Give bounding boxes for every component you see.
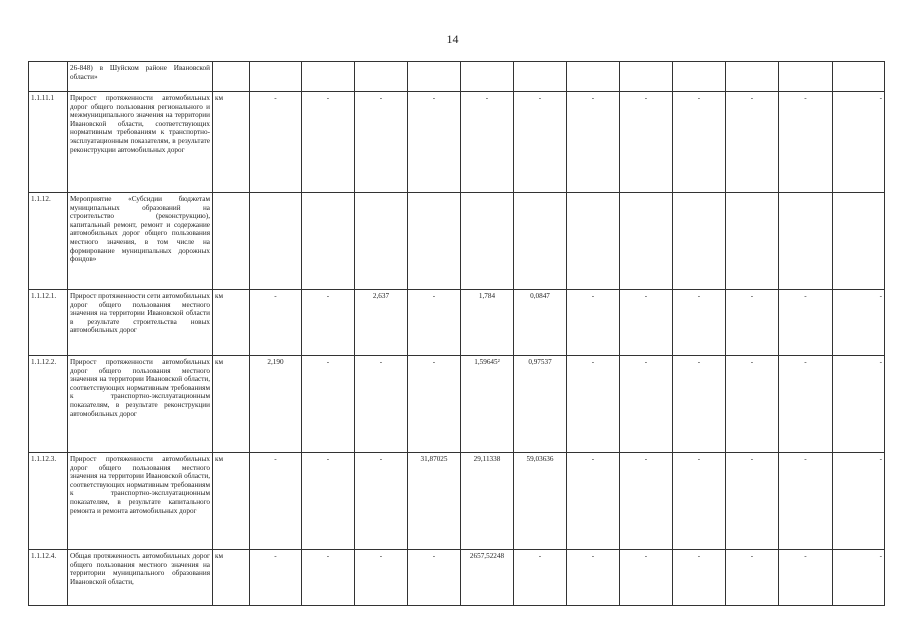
value-cell: - (620, 356, 673, 453)
row-number: 1.1.12. (29, 193, 68, 290)
indicator-description: Прирост протяженности автомобильных дорог общего пользования регионального и межмуниципального значения на территории Ивановской области, соответствующих нормативным требованиям к транспортно-эксплуатационным показателям, в результате реконструкции автомобильных дорог (68, 92, 213, 193)
value-cell (514, 193, 567, 290)
value-cell (620, 62, 673, 92)
value-cell: - (302, 92, 355, 193)
indicator-description: Мероприятие «Субсидии бюджетам муниципальных образований на строительство (реконструкцию), капитальный ремонт, ремонт и содержание автомобильных дорог общего пользования местного значения, в том числе на формирование муниципальных дорожных фондов» (68, 193, 213, 290)
row-number: 1.1.12.1. (29, 290, 68, 356)
value-cell: - (567, 453, 620, 550)
unit-cell (213, 62, 250, 92)
value-cell (673, 193, 726, 290)
value-cell: - (567, 92, 620, 193)
table-row (29, 193, 885, 290)
unit-cell: км (213, 453, 250, 550)
value-cell: - (567, 356, 620, 453)
unit-cell: км (213, 550, 250, 606)
row-number: 1.1.11.1 (29, 92, 68, 193)
value-cell (726, 193, 779, 290)
value-cell: - (833, 453, 885, 550)
indicator-description: 26-848) в Шуйском районе Ивановской области» (68, 62, 213, 92)
value-cell (779, 62, 833, 92)
value-cell (779, 193, 833, 290)
value-cell (567, 62, 620, 92)
value-cell: - (726, 356, 779, 453)
table-row (29, 92, 885, 193)
value-cell: - (726, 92, 779, 193)
value-cell: - (673, 550, 726, 606)
value-cell: 1,784 (461, 290, 514, 356)
value-cell: - (302, 453, 355, 550)
value-cell: - (250, 453, 302, 550)
value-cell: - (408, 92, 461, 193)
value-cell (726, 62, 779, 92)
indicator-description: Прирост протяженности автомобильных дорог общего пользования местного значения на территории Ивановской области, соответствующих нормативным требованиям к транспортно-эксплуатационным показателям, в результате реконструкции автомобильных дорог (68, 356, 213, 453)
value-cell: - (514, 550, 567, 606)
table-row (29, 453, 885, 550)
value-cell: - (673, 453, 726, 550)
value-cell (461, 193, 514, 290)
table-row (29, 290, 885, 356)
value-cell: - (250, 550, 302, 606)
row-number (29, 62, 68, 92)
value-cell: - (620, 290, 673, 356)
row-number: 1.1.12.3. (29, 453, 68, 550)
value-cell (250, 193, 302, 290)
value-cell: - (779, 356, 833, 453)
value-cell: - (250, 92, 302, 193)
indicator-description: Прирост протяженности автомобильных дорог общего пользования местного значения на территории Ивановской области, соответствующих нормативным требованиям к транспортно-эксплуатационным показателям, в результате капитального ремонта и ремонта автомобильных дорог (68, 453, 213, 550)
value-cell: - (833, 92, 885, 193)
value-cell: - (302, 356, 355, 453)
value-cell: 2657,52248 (461, 550, 514, 606)
value-cell: 2,637 (355, 290, 408, 356)
value-cell: - (620, 550, 673, 606)
value-cell: - (620, 453, 673, 550)
indicators-table (28, 61, 885, 606)
value-cell: - (726, 290, 779, 356)
value-cell: - (302, 550, 355, 606)
value-cell: 29,11338 (461, 453, 514, 550)
value-cell (302, 193, 355, 290)
value-cell (620, 193, 673, 290)
value-cell: 1,59645² (461, 356, 514, 453)
value-cell: - (833, 290, 885, 356)
unit-cell: км (213, 290, 250, 356)
value-cell: 0,0847 (514, 290, 567, 356)
value-cell: - (726, 453, 779, 550)
value-cell: - (250, 290, 302, 356)
indicator-description: Общая протяженность автомобильных дорог общего пользования местного значения на территории муниципального образования Ивановской области, (68, 550, 213, 606)
page-number: 14 (446, 32, 459, 46)
value-cell: - (302, 290, 355, 356)
value-cell: - (673, 356, 726, 453)
value-cell: 59,03636 (514, 453, 567, 550)
value-cell (833, 62, 885, 92)
value-cell: - (779, 550, 833, 606)
unit-cell: км (213, 92, 250, 193)
value-cell: - (514, 92, 567, 193)
value-cell: - (779, 290, 833, 356)
row-number: 1.1.12.2. (29, 356, 68, 453)
value-cell: - (567, 290, 620, 356)
value-cell: - (408, 290, 461, 356)
value-cell: - (833, 356, 885, 453)
indicator-description: Прирост протяженности сети автомобильных дорог общего пользования местного значения на территории Ивановской области в результате строительства новых автомобильных дорог (68, 290, 213, 356)
table-row (29, 550, 885, 606)
value-cell (250, 62, 302, 92)
table-row (29, 62, 885, 92)
value-cell: - (408, 356, 461, 453)
value-cell: - (355, 356, 408, 453)
value-cell: - (673, 290, 726, 356)
row-number: 1.1.12.4. (29, 550, 68, 606)
value-cell (673, 62, 726, 92)
value-cell: - (461, 92, 514, 193)
value-cell (302, 62, 355, 92)
value-cell (567, 193, 620, 290)
value-cell: - (779, 92, 833, 193)
value-cell: 2,190 (250, 356, 302, 453)
value-cell: - (567, 550, 620, 606)
value-cell: 31,87025 (408, 453, 461, 550)
value-cell (355, 62, 408, 92)
value-cell: - (779, 453, 833, 550)
value-cell (461, 62, 514, 92)
value-cell (355, 193, 408, 290)
table-row (29, 356, 885, 453)
unit-cell (213, 193, 250, 290)
value-cell (408, 193, 461, 290)
value-cell (408, 62, 461, 92)
value-cell (833, 193, 885, 290)
value-cell: - (620, 92, 673, 193)
value-cell: - (355, 550, 408, 606)
value-cell: - (408, 550, 461, 606)
value-cell (514, 62, 567, 92)
value-cell: - (833, 550, 885, 606)
value-cell: - (726, 550, 779, 606)
value-cell: 0,97537 (514, 356, 567, 453)
value-cell: - (673, 92, 726, 193)
value-cell: - (355, 453, 408, 550)
value-cell: - (355, 92, 408, 193)
unit-cell: км (213, 356, 250, 453)
